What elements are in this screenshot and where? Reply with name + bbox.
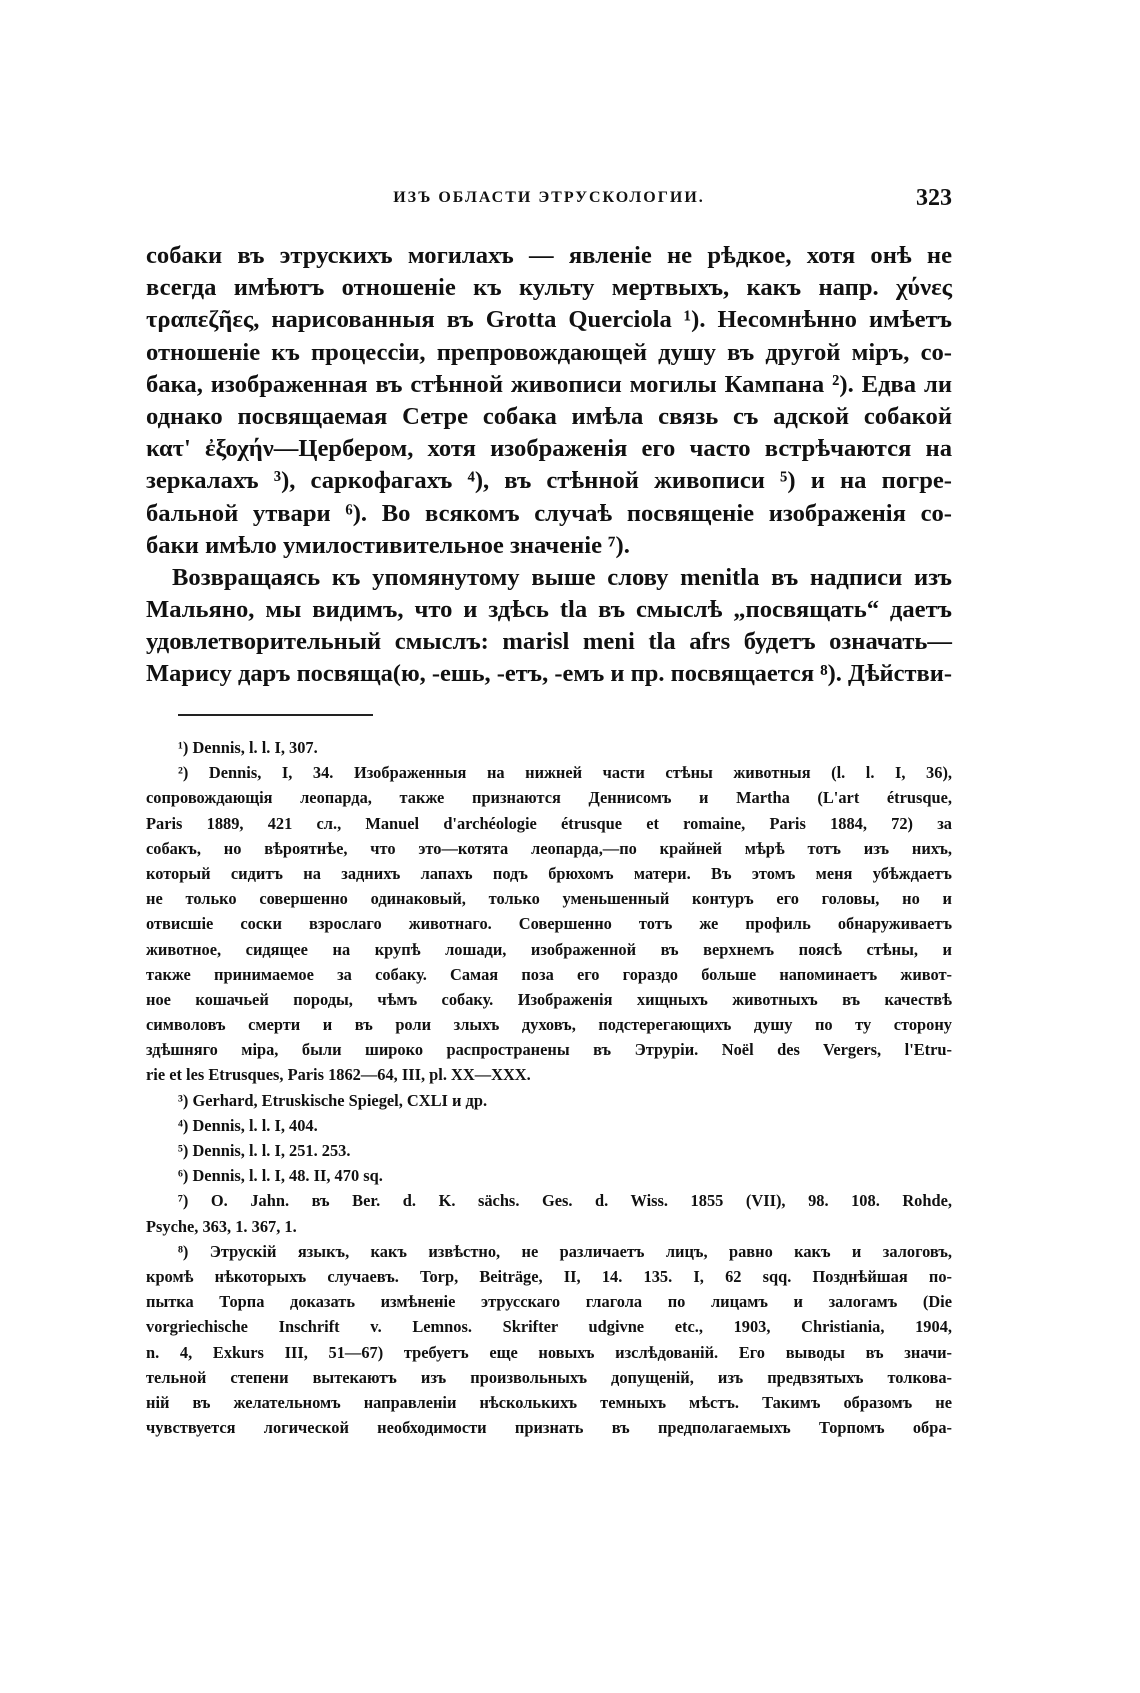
footnote-line: ⁷) O. Jahn. въ Ber. d. K. sächs. Ges. d. Wiss. 1855 (VII), 98. 108. Rohde, <box>178 1191 952 1211</box>
footnote-line: чувствуется логической необходимости признать въ предполагаемыхъ Торпомъ обра- <box>146 1418 952 1438</box>
text-line: Марису даръ посвяща(ю, -ешь, -етъ, -емъ и пр. посвящается ⁸). Дѣйстви- <box>146 660 952 688</box>
footnote-line: также принимаемое за собаку. Самая поза его гораздо больше напоминаетъ живот- <box>146 964 952 984</box>
footnote-line: ⁵) Dennis, l. l. I, 251. 253. <box>178 1141 351 1160</box>
footnote-line: ¹) Dennis, l. l. I, 307. <box>178 738 318 757</box>
text-line: Возвращаясь къ упомянутому выше слову menitla въ надписи изъ <box>172 563 952 591</box>
text-line: собаки въ этрускихъ могилахъ — явленіе не рѣдкое, хотя онѣ не <box>146 242 952 269</box>
footnote-line: ній въ желательномъ направленіи нѣсколькихъ темныхъ мѣстъ. Такимъ образомъ не <box>146 1392 952 1412</box>
main-text <box>146 240 952 691</box>
text-line: κατ' ἐξοχήν—Цербером, хотя изображенія его часто встрѣчаются на <box>146 435 952 463</box>
footnote-line: n. 4, Exkurs III, 51—67) требуетъ еще новыхъ изслѣдованій. Его выводы въ значи- <box>146 1342 952 1362</box>
footnote-line: ное кошачьей породы, чѣмъ собаку. Изображенія хищныхъ животныхъ въ качествѣ <box>146 989 952 1009</box>
footnote-line: ⁶) Dennis, l. l. I, 48. II, 470 sq. <box>178 1166 383 1186</box>
page-number: 323 <box>916 185 952 211</box>
footnote-line: здѣшняго міра, были широко распространены въ Этруріи. Noël des Vergers, l'Etru- <box>146 1040 952 1060</box>
text-line: баки имѣло умилостивительное значеніе ⁷). <box>146 531 630 559</box>
footnote-line: тельной степени вытекаютъ изъ произвольныхъ допущеній, изъ предвзятыхъ толкова- <box>146 1367 952 1387</box>
text-line: τραπεζῆες, нарисованныя въ Grotta Querciola ¹). Несомнѣнно имѣетъ <box>146 306 952 334</box>
running-title: ИЗЪ ОБЛАСТИ ЭТРУСКОЛОГИИ. <box>393 189 705 206</box>
footnotes <box>146 735 952 1440</box>
footnote-line: ⁸) Этрускій языкъ, какъ извѣстно, не различаетъ лицъ, равно какъ и залоговъ, <box>178 1241 952 1261</box>
footnote-separator <box>178 714 373 716</box>
footnote-line: rie et les Etrusques, Paris 1862—64, III, pl. XX—XXX. <box>146 1065 531 1085</box>
footnote-line: сопровождающія леопарда, также признаются Деннисомъ и Martha (L'art étrusque, <box>146 788 952 808</box>
footnote-line: Paris 1889, 421 сл., Manuel d'archéologie étrusque et romaine, Paris 1884, 72) за <box>146 813 952 833</box>
text-line: Мальяно, мы видимъ, что и здѣсь tla въ смыслѣ „посвящать“ даетъ <box>146 596 952 624</box>
footnote-line: отвисшіе соски взрослаго животнаго. Совершенно тотъ же профиль обнаруживаетъ <box>146 914 952 934</box>
footnote-line: Psyche, 363, 1. 367, 1. <box>146 1216 297 1236</box>
text-line: удовлетворительный смыслъ: marisl meni tla afrs будетъ означать— <box>146 628 952 656</box>
text-line: всегда имѣютъ отношеніе къ культу мертвыхъ, какъ напр. χύνες <box>146 274 952 302</box>
text-line: бака, изображенная въ стѣнной живописи могилы Кампана ²). Едва ли <box>146 370 952 398</box>
footnote-line: ²) Dennis, I, 34. Изображенныя на нижней части стѣны животныя (l. l. I, 36), <box>178 763 952 783</box>
footnote-line: собакъ, но вѣроятнѣе, что это—котята леопарда,—по крайней мѣрѣ тотъ изъ нихъ, <box>146 838 952 858</box>
footnote-line: пытка Торпа доказать измѣненіе этрусскаго глагола по лицамъ и залогамъ (Die <box>146 1292 952 1312</box>
footnote-line: vorgriechische Inschrift v. Lemnos. Skrifter udgivne etc., 1903, Christiania, 1904, <box>146 1317 952 1337</box>
footnote-line: животное, сидящее на крупѣ лошади, изображенной въ верхнемъ поясѣ стѣны, и <box>146 939 952 959</box>
text-line: бальной утвари ⁶). Во всякомъ случаѣ посвященіе изображенія со- <box>146 499 952 527</box>
footnote-line: символовъ смерти и въ роли злыхъ духовъ, подстерегающихъ душу по ту сторону <box>146 1015 952 1035</box>
text-line: отношеніе къ процессіи, препровождающей душу въ другой міръ, со- <box>146 338 952 366</box>
footnote-line: не только совершенно одинаковый, только уменьшенный контуръ его головы, но и <box>146 889 952 909</box>
text-line: однако посвящаемая Сетре собака имѣла связь съ адской собакой <box>146 402 952 430</box>
text-line: зеркалахъ ³), саркофагахъ ⁴), въ стѣнной живописи ⁵) и на погре- <box>146 467 952 495</box>
footnote-line: который сидитъ на заднихъ лапахъ подъ брюхомъ матери. Въ этомъ меня убѣждаетъ <box>146 863 952 883</box>
footnote-line: кромѣ нѣкоторыхъ случаевъ. Torp, Beiträge, II, 14. 135. I, 62 sqq. Позднѣйшая по- <box>146 1266 952 1286</box>
footnote-line: ⁴) Dennis, l. l. I, 404. <box>178 1115 318 1135</box>
page-header <box>146 185 952 219</box>
footnote-line: ³) Gerhard, Etruskische Spiegel, CXLI и др. <box>178 1090 488 1110</box>
